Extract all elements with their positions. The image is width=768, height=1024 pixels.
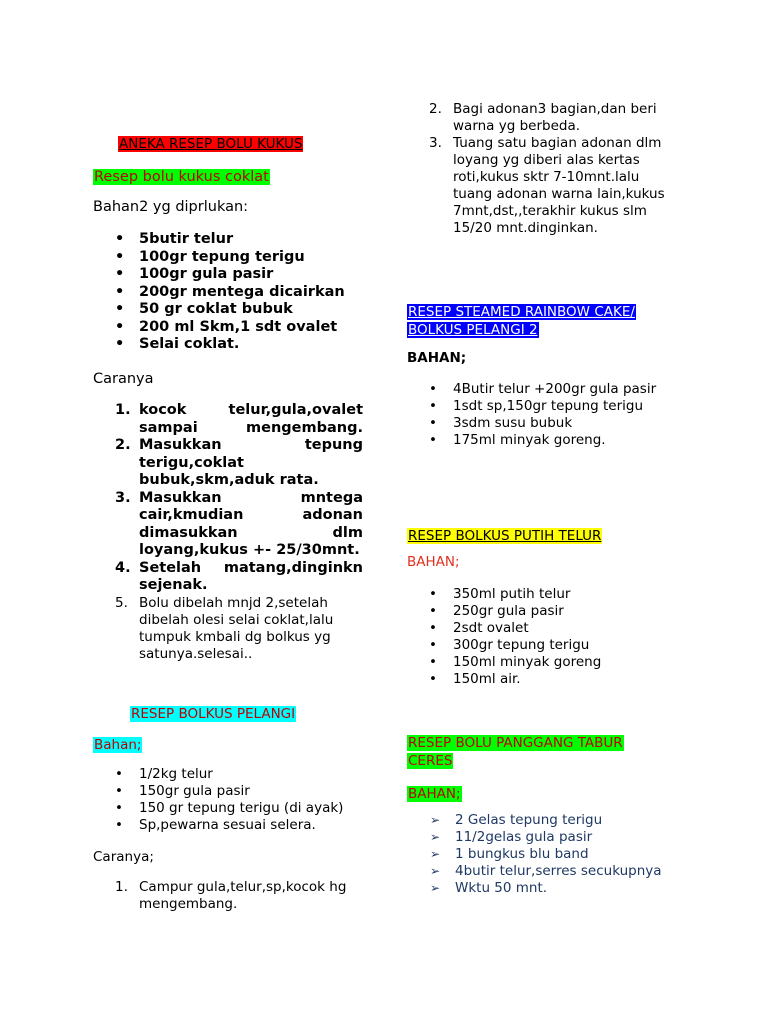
list-item: ➢ 1 bungkus blu band	[430, 846, 589, 862]
arrow-bullet-icon: ➢	[430, 864, 441, 878]
list-item: • 3sdm susu bubuk	[429, 415, 573, 431]
list-item: • 250gr gula pasir	[429, 603, 564, 619]
list-item: 2. Bagi adonan3 bagian,dan beri warna yg berbeda.	[429, 101, 657, 134]
recipe2-steps-continued	[407, 101, 682, 237]
recipe4-title: RESEP BOLKUS PUTIH TELUR	[408, 528, 602, 544]
list-item: ➢ Wktu 50 mnt.	[430, 880, 548, 896]
recipe5-ingredients-heading: BAHAN;	[408, 786, 461, 802]
arrow-bullet-icon: ➢	[430, 830, 441, 844]
list-item: • 100gr tepung terigu	[115, 248, 305, 265]
list-item: • 300gr tepung terigu	[429, 637, 590, 653]
list-item: • 50 gr coklat bubuk	[115, 301, 293, 317]
recipe1-title: Resep bolu kukus coklat	[94, 169, 269, 185]
arrow-bullet-icon: ➢	[430, 813, 441, 827]
list-item: 4. Setelah matang,dinginkn sejenak.	[115, 559, 363, 593]
recipe2-title: RESEP BOLKUS PELANGI	[131, 706, 296, 722]
list-item: • 5butir telur	[115, 231, 234, 247]
recipe1-ingredients-list	[93, 231, 363, 354]
recipe2-ingredients-list	[93, 766, 363, 834]
list-item: • 150gr gula pasir	[115, 783, 250, 799]
recipe2-steps-list	[93, 879, 363, 913]
recipe2-ingredients-heading: Bahan;	[94, 737, 142, 753]
list-item: 3. Tuang satu bagian adonan dlm loyang yg diberi alas kertas roti,kukus sktr 7-10mnt.lalu tuang adonan warna lain,kukus 7mnt,dst,,terakhir kukus slm 15/20 mnt.dinginkan.	[429, 135, 665, 236]
recipe4-ingredients-list	[407, 586, 682, 688]
list-item: ➢ 4butir telur,serres secukupnya	[430, 863, 662, 879]
list-item: • 175ml minyak goreng.	[429, 432, 606, 448]
recipe2-steps-heading: Caranya;	[93, 849, 154, 865]
list-item: • 1/2kg telur	[115, 766, 213, 782]
list-item: ➢ 11/2gelas gula pasir	[430, 829, 593, 845]
recipe3-ingredients-heading: BAHAN;	[407, 350, 467, 366]
list-item: • 200gr mentega dicairkan	[115, 283, 345, 300]
list-item: • 100gr gula pasir	[115, 266, 274, 282]
recipe1-steps-list	[93, 402, 363, 663]
list-item: ➢ 2 Gelas tepung terigu	[430, 812, 603, 828]
list-item: • 350ml putih telur	[429, 586, 571, 602]
list-item: 5. Bolu dibelah mnjd 2,setelah dibelah olesi selai coklat,lalu tumpuk kmbali dg bolkus yg satunya.selesai..	[115, 594, 334, 662]
list-item: • 200 ml Skm,1 sdt ovalet	[115, 318, 338, 335]
list-item: • 1sdt sp,150gr tepung terigu	[429, 398, 644, 414]
list-item: • Sp,pewarna sesuai selera.	[115, 817, 316, 833]
list-item: • Selai coklat.	[115, 336, 240, 352]
list-item: • 4Butir telur +200gr gula pasir	[429, 381, 657, 397]
list-item: 1. kocok telur,gula,ovalet sampai mengembang.	[115, 402, 363, 436]
recipe1-steps-heading: Caranya	[93, 371, 154, 387]
list-item: 1. Campur gula,telur,sp,kocok hg mengembang.	[115, 879, 347, 912]
arrow-bullet-icon: ➢	[430, 881, 441, 895]
list-item: 3. Masukkan mntega cair,kmudian adonan dimasukkan dlm loyang,kukus +- 25/30mnt.	[115, 489, 363, 558]
list-item: • 150 gr tepung terigu (di ayak)	[115, 800, 344, 816]
list-item: • 2sdt ovalet	[429, 620, 529, 636]
recipe3-ingredients-list	[407, 381, 682, 449]
list-item: 2. Masukkan tepung terigu,coklat bubuk,skm,aduk rata.	[115, 437, 363, 488]
recipe4-ingredients-heading: BAHAN;	[407, 554, 460, 570]
list-item: • 150ml air.	[429, 671, 521, 687]
recipe3-title: RESEP STEAMED RAINBOW CAKE/ BOLKUS PELANGI 2	[408, 304, 635, 338]
document-title: ANEKA RESEP BOLU KUKUS	[119, 136, 303, 152]
list-item: • 150ml minyak goreng	[429, 654, 602, 670]
arrow-bullet-icon: ➢	[430, 847, 441, 861]
recipe5-ingredients-list	[407, 812, 682, 897]
recipe1-ingredients-heading: Bahan2 yg diprlukan:	[93, 199, 249, 215]
recipe5-title: RESEP BOLU PANGGANG TABUR CERES	[408, 735, 623, 769]
